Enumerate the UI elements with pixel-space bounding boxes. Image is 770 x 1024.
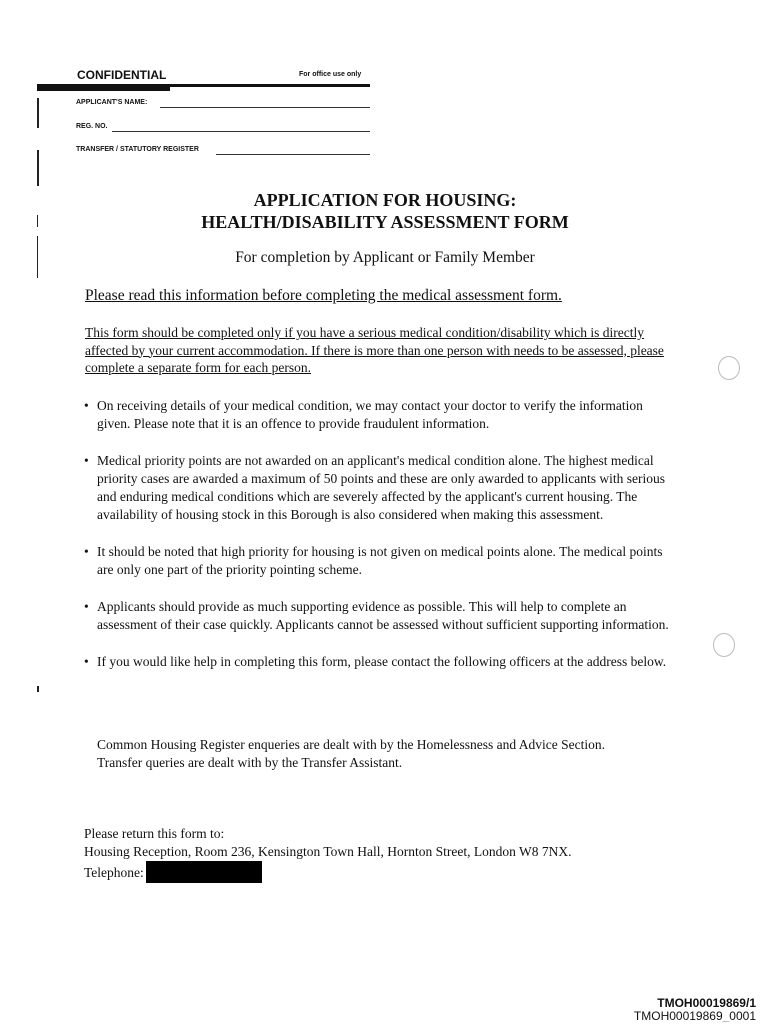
return-address-line: Housing Reception, Room 236, Kensington Town Hall, Hornton Street, London W8 7NX. [84,844,572,859]
list-item: • Medical priority points are not awarded on an applicant's medical condition alone. The highest medical priority cases are awarded a maximum of 50 points and these are only awarded to applicants with serious and enduring medical conditions which are severely affected by the applicant's current housing. The availability of housing stock in this Borough is also considered when making this assessment. [84,452,676,524]
eligibility-notice: This form should be completed only if you have a serious medical condition/disability which is directly affected by your current accommodation. If there is more than one person with needs to be assessed, please complete a separate form for each person. [85,325,664,375]
contact-info [97,736,677,772]
applicant-name-label: APPLICANT'S NAME: [76,99,148,106]
transfer-register-label: TRANSFER / STATUTORY REGISTER [76,146,199,153]
reg-no-field[interactable] [112,131,370,132]
list-item: • On receiving details of your medical condition, we may contact your doctor to verify the information given. Please note that it is an offence to provide fraudulent information. [84,397,676,433]
return-heading: Please return this form to: [84,826,225,841]
form-subtitle: For completion by Applicant or Family Member [235,249,535,266]
reg-no-label: REG. NO. [76,123,108,130]
confidential-rule-bar [37,84,170,91]
homelessness-contact: Common Housing Register enqueries are dealt with by the Homelessness and Advice Section. [97,737,606,752]
list-item: • Applicants should provide as much supporting evidence as possible. This will help to complete an assessment of their case quickly. Applicants cannot be assessed without sufficient supporting information. [84,598,676,634]
telephone-row [84,861,684,883]
punch-hole-bottom [713,633,735,657]
telephone-label: Telephone: [84,865,144,880]
scan-mark [37,98,39,128]
scan-mark [37,686,39,692]
punch-hole-top [718,356,740,380]
list-item: • If you would like help in completing this form, please contact the following officers at the address below. [84,653,676,671]
document-reference-partial: TMOH00019869_0001 [633,1009,756,1022]
return-address [84,825,684,883]
information-list [84,397,676,690]
scan-mark [37,150,39,186]
confidential-label: CONFIDENTIAL [77,68,167,82]
transfer-register-field[interactable] [216,154,370,155]
document-reference: TMOH00019869/1 [657,996,756,1010]
office-use-label: For office use only [299,71,362,78]
intro-instruction: Please read this information before completing the medical assessment form. [85,287,562,304]
transfer-contact: Transfer queries are dealt with by the Transfer Assistant. [97,755,403,770]
applicant-name-field[interactable] [160,107,370,108]
form-title-line1: APPLICATION FOR HOUSING: [253,190,517,210]
form-title-line2: HEALTH/DISABILITY ASSESSMENT FORM [201,212,569,232]
redaction-block [146,861,262,883]
list-item: • It should be noted that high priority for housing is not given on medical points alone. The medical points are only one part of the priority pointing scheme. [84,543,676,579]
